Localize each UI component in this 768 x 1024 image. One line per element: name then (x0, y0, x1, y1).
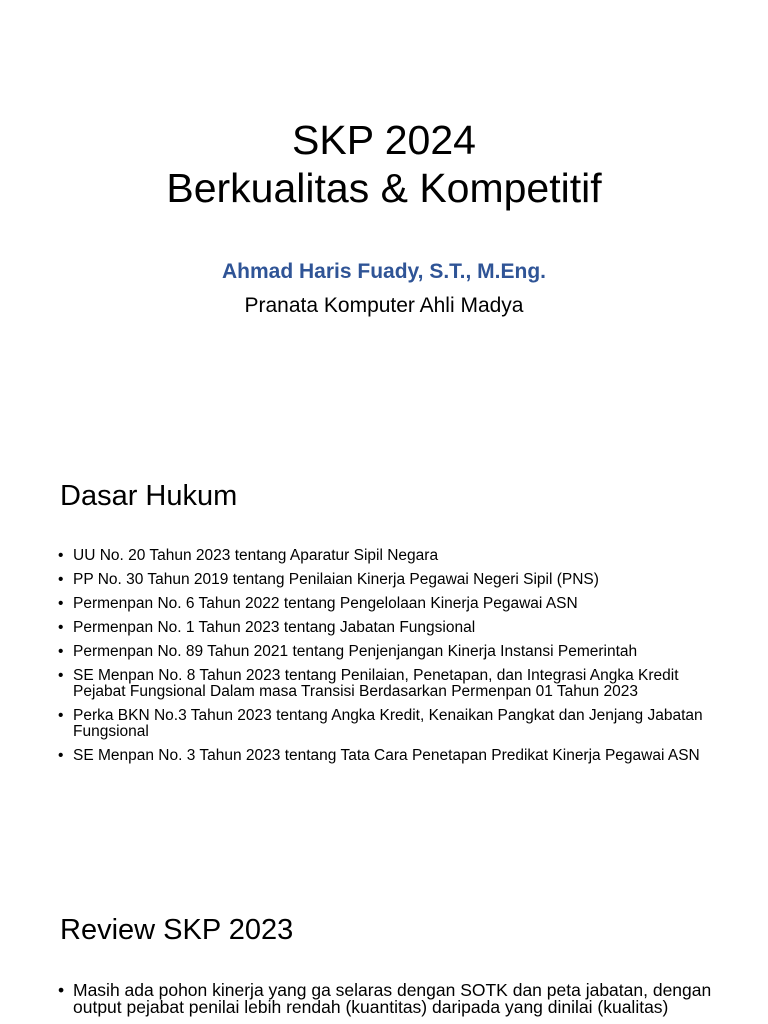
bullet-icon: • (58, 547, 64, 564)
list-item (58, 982, 718, 1016)
legal-basis-title: Dasar Hukum (60, 480, 238, 512)
bullet-icon: • (58, 571, 64, 588)
bullet-icon: • (58, 980, 65, 1000)
legal-basis-list (58, 548, 718, 772)
title-slide (0, 0, 768, 420)
list-item (58, 708, 718, 740)
list-item (58, 572, 718, 588)
list-item-text: SE Menpan No. 8 Tahun 2023 tentang Penilaian, Penetapan, dan Integrasi Angka Kredit Pejabat Fungsional Dalam masa Transisi Berdasarkan Permenpan 01 Tahun 2023 (73, 667, 679, 700)
title-line-1: SKP 2024 (292, 117, 476, 163)
list-item-text: Permenpan No. 6 Tahun 2022 tentang Pengelolaan Kinerja Pegawai ASN (73, 595, 578, 612)
bullet-icon: • (58, 667, 64, 684)
list-item (58, 596, 718, 612)
bullet-icon: • (58, 595, 64, 612)
list-item (58, 548, 718, 564)
list-item-text: Masih ada pohon kinerja yang ga selaras dengan SOTK dan peta jabatan, dengan output pejabat penilai lebih rendah (kuantitas) daripada yang dinilai (kualitas) (73, 980, 712, 1017)
author-role: Pranata Komputer Ahli Madya (244, 294, 524, 317)
list-item-text: PP No. 30 Tahun 2019 tentang Penilaian Kinerja Pegawai Negeri Sipil (PNS) (73, 571, 599, 588)
review-title: Review SKP 2023 (60, 914, 294, 946)
author-name: Ahmad Haris Fuady, S.T., M.Eng. (222, 260, 546, 283)
review-slide (0, 870, 768, 1024)
list-item (58, 620, 718, 636)
review-list (58, 982, 718, 1024)
list-item-text: Permenpan No. 89 Tahun 2021 tentang Penjenjangan Kinerja Instansi Pemerintah (73, 643, 638, 660)
bullet-icon: • (58, 643, 64, 660)
presentation-title (0, 116, 768, 212)
list-item-text: Perka BKN No.3 Tahun 2023 tentang Angka Kredit, Kenaikan Pangkat dan Jenjang Jabatan Fungsional (73, 707, 703, 740)
bullet-icon: • (58, 707, 64, 724)
legal-basis-slide (0, 420, 768, 870)
list-item (58, 668, 718, 700)
title-line-2: Berkualitas & Kompetitif (166, 165, 602, 211)
list-item-text: UU No. 20 Tahun 2023 tentang Aparatur Sipil Negara (73, 547, 439, 564)
bullet-icon: • (58, 747, 64, 764)
bullet-icon: • (58, 619, 64, 636)
list-item (58, 748, 718, 764)
list-item-text: SE Menpan No. 3 Tahun 2023 tentang Tata Cara Penetapan Predikat Kinerja Pegawai ASN (73, 747, 700, 764)
list-item-text: Permenpan No. 1 Tahun 2023 tentang Jabatan Fungsional (73, 619, 476, 636)
list-item (58, 644, 718, 660)
